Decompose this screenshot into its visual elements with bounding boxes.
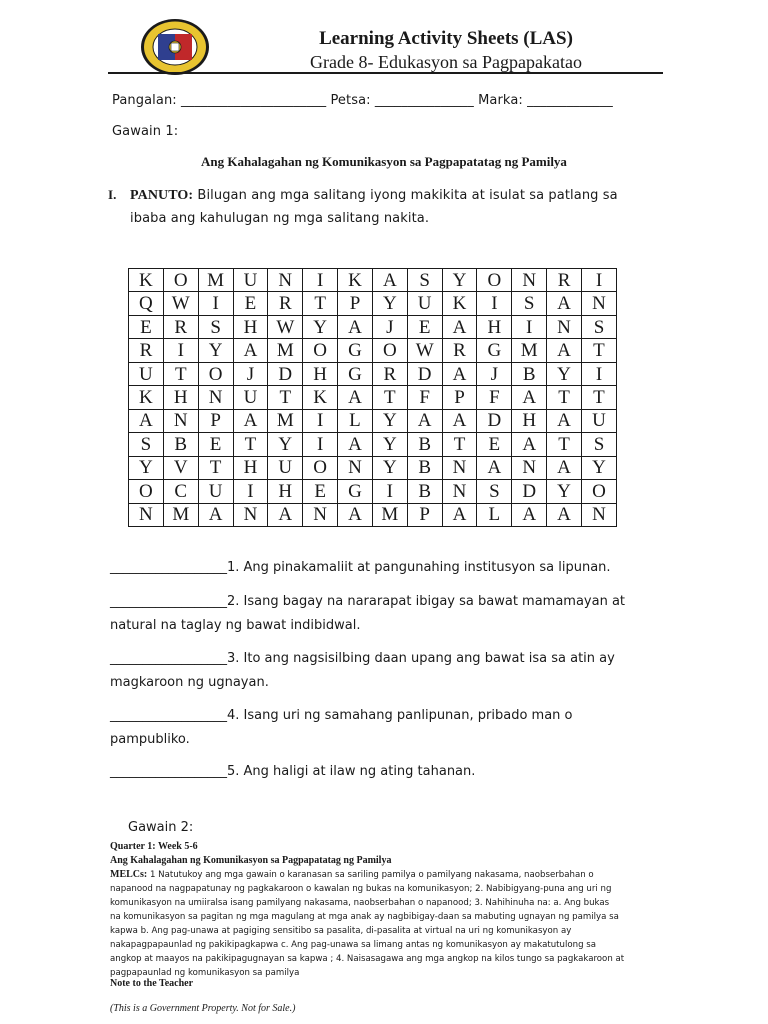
grid-cell: A [372,269,407,292]
grid-cell: S [407,269,442,292]
grid-cell: A [442,409,477,432]
grid-cell: O [198,362,233,385]
grid-cell: I [512,315,547,338]
grid-cell: A [547,503,582,526]
melcs-line [110,952,670,966]
footer-title: Ang Kahalagahan ng Komunikasyon sa Pagpapatatag ng Pamilya [110,855,392,866]
grid-cell: G [338,362,373,385]
grid-cell: M [268,339,303,362]
quarter-label: Quarter 1: Week 5-6 [110,841,198,852]
grid-cell: B [512,362,547,385]
grid-cell: O [477,269,512,292]
grid-cell: D [512,480,547,503]
grid-cell: N [581,292,616,315]
melcs-text: angkop at maayos na pakikipagugnayan sa kapwa ; 4. Naisasagawa ang mga angkop na kilos tungo sa pagkakaroon at [110,954,625,964]
grid-cell: T [581,386,616,409]
grid-cell: Y [547,480,582,503]
grid-cell: A [338,315,373,338]
grid-cell: A [198,503,233,526]
grid-cell: I [163,339,198,362]
melcs-text: na komunikasyon sa pagitan ng mga magulang at mga anak ay nagbibigay-daan sa mabuting ugnayan ng pamilya sa [110,912,619,922]
grid-cell: M [198,269,233,292]
grid-cell: O [303,456,338,479]
grid-cell: K [129,386,164,409]
melcs-text: kapwa b. Ang pag-unawa at pagiging sensitibo sa pasalita, di-pasalita at virtual na uri ng komunikasyon ay [110,926,572,936]
melcs-text: 1 Natutukoy ang mga gawain o karanasan sa sariling pamilya o pamilyang nakasama, naobserbahan o [147,870,594,880]
grid-cell: A [442,362,477,385]
grid-cell: W [268,315,303,338]
grid-row [129,362,617,385]
document-title: Learning Activity Sheets (LAS) [319,28,573,49]
grid-cell: T [547,386,582,409]
grid-cell: H [268,480,303,503]
grid-cell: T [268,386,303,409]
grid-cell: A [338,433,373,456]
question-2-continued: natural na taglay ng bawat indibidwal. [110,618,361,633]
grid-row [129,315,617,338]
grid-cell: B [407,480,442,503]
grid-cell: S [512,292,547,315]
grid-cell: A [547,339,582,362]
grid-cell: A [547,456,582,479]
question-3-continued: magkaroon ng ugnayan. [110,675,269,690]
grid-cell: Y [198,339,233,362]
government-property-notice: (This is a Government Property. Not for Sale.) [110,1003,296,1014]
grid-cell: B [163,433,198,456]
grid-cell: U [581,409,616,432]
grid-row [129,480,617,503]
question-4: __________________4. Isang uri ng samahang panlipunan, pribado man o [110,708,573,723]
grid-cell: Y [268,433,303,456]
melcs-label: MELCs: [110,869,148,880]
grid-cell: Q [129,292,164,315]
grid-cell: B [407,433,442,456]
grid-cell: Y [372,433,407,456]
grid-cell: A [129,409,164,432]
grid-cell: I [303,409,338,432]
grid-cell: I [581,362,616,385]
grid-cell: I [581,269,616,292]
grid-cell: G [338,480,373,503]
grid-cell: U [407,292,442,315]
grid-cell: J [477,362,512,385]
grid-cell: P [442,386,477,409]
melcs-line [110,896,670,910]
note-to-teacher: Note to the Teacher [110,978,194,989]
grid-cell: T [581,339,616,362]
grid-cell: U [268,456,303,479]
grid-cell: E [407,315,442,338]
grid-cell: E [233,292,268,315]
question-5: __________________5. Ang haligi at ilaw ng ating tahanan. [110,764,476,779]
grid-cell: Y [372,409,407,432]
grid-cell: S [198,315,233,338]
grid-cell: A [338,386,373,409]
grid-cell: V [163,456,198,479]
melcs-block [110,868,670,980]
grid-cell: R [129,339,164,362]
grid-cell: J [372,315,407,338]
grid-cell: T [442,433,477,456]
grid-cell: J [233,362,268,385]
grid-cell: L [338,409,373,432]
grid-cell: D [407,362,442,385]
instructions-label: PANUTO: [130,188,194,203]
grid-cell: A [547,409,582,432]
grid-cell: N [129,503,164,526]
grid-cell: K [303,386,338,409]
grid-cell: G [477,339,512,362]
grid-cell: Y [547,362,582,385]
grid-cell: N [303,503,338,526]
grid-cell: H [303,362,338,385]
grid-cell: K [338,269,373,292]
grid-cell: A [338,503,373,526]
activity-title: Ang Kahalagahan ng Komunikasyon sa Pagpapatatag ng Pamilya [201,154,567,169]
grid-cell: Y [129,456,164,479]
grid-cell: H [477,315,512,338]
grid-cell: I [303,269,338,292]
grid-cell: G [338,339,373,362]
grid-row [129,409,617,432]
grid-cell: N [442,480,477,503]
grid-cell: R [442,339,477,362]
grid-cell: N [442,456,477,479]
document-subtitle: Grade 8- Edukasyon sa Pagpapakatao [310,52,582,72]
grid-cell: H [512,409,547,432]
instructions-roman-numeral: I. [108,187,117,202]
gawain-1-label: Gawain 1: [112,124,179,139]
grid-cell: S [581,433,616,456]
grid-cell: T [233,433,268,456]
grid-cell: T [303,292,338,315]
grid-row [129,269,617,292]
grid-cell: D [268,362,303,385]
melcs-line [110,938,670,952]
grid-cell: H [163,386,198,409]
grid-cell: M [163,503,198,526]
grid-row [129,433,617,456]
grid-cell: A [512,433,547,456]
grid-cell: N [163,409,198,432]
grid-cell: S [477,480,512,503]
grid-row [129,503,617,526]
grid-cell: Y [581,456,616,479]
grid-cell: E [198,433,233,456]
grid-cell: A [233,409,268,432]
grid-cell: I [477,292,512,315]
grid-cell: M [372,503,407,526]
melcs-text: nakapagpapaunlad ng pakikipagkapwa c. Ang pag-unawa sa limang antas ng komunikasyon ay makatutulong sa [110,940,597,950]
grid-cell: N [338,456,373,479]
grid-cell: Y [303,315,338,338]
grid-cell: H [233,456,268,479]
word-search-grid [128,268,617,527]
grid-cell: M [512,339,547,362]
grid-cell: A [442,315,477,338]
melcs-line [110,910,670,924]
grid-cell: P [198,409,233,432]
grid-cell: O [581,480,616,503]
question-4-continued: pampubliko. [110,732,190,747]
grid-cell: T [547,433,582,456]
grid-cell: I [198,292,233,315]
grid-row [129,292,617,315]
grid-cell: F [407,386,442,409]
grid-cell: O [372,339,407,362]
grid-cell: F [477,386,512,409]
grid-cell: N [547,315,582,338]
grid-cell: U [233,386,268,409]
grid-cell: P [407,503,442,526]
grid-cell: K [442,292,477,315]
grid-cell: E [303,480,338,503]
student-info-line: Pangalan: ______________________ Petsa: _______________ Marka: _____________ [112,93,613,108]
grid-cell: A [512,386,547,409]
grid-cell: O [163,269,198,292]
grid-cell: M [268,409,303,432]
question-3: __________________3. Ito ang nagsisilbing daan upang ang bawat isa sa atin ay [110,651,615,666]
instructions-line-2: ibaba ang kahulugan ng mga salitang nakita. [130,211,430,226]
grid-cell: O [303,339,338,362]
grid-cell: T [372,386,407,409]
grid-cell: O [129,480,164,503]
grid-cell: T [198,456,233,479]
grid-cell: I [303,433,338,456]
question-2: __________________2. Isang bagay na nararapat ibigay sa bawat mamamayan at [110,594,626,609]
grid-cell: A [407,409,442,432]
grid-row [129,339,617,362]
grid-cell: P [338,292,373,315]
grid-cell: U [129,362,164,385]
grid-cell: N [581,503,616,526]
grid-cell: A [268,503,303,526]
grid-cell: B [407,456,442,479]
grid-cell: L [477,503,512,526]
grid-cell: D [477,409,512,432]
grid-cell: U [198,480,233,503]
grid-cell: K [129,269,164,292]
grid-cell: W [407,339,442,362]
header-divider [108,72,663,74]
grid-row [129,386,617,409]
instructions-line-1 [108,187,618,204]
grid-cell: I [233,480,268,503]
grid-cell: R [547,269,582,292]
melcs-line [110,924,670,938]
melcs-text: komunikasyon na umiiralsa isang pamilyang nakasama, naobserbahan o napanood; 3. Nahihinuha na: a. Ang bukas [110,898,610,908]
grid-cell: Y [372,456,407,479]
grid-cell: A [477,456,512,479]
gawain-2-label: Gawain 2: [128,820,194,835]
grid-cell: R [372,362,407,385]
grid-cell: I [372,480,407,503]
grid-cell: C [163,480,198,503]
grid-cell: S [581,315,616,338]
grid-cell: U [233,269,268,292]
grid-row [129,456,617,479]
grid-cell: N [512,456,547,479]
melcs-text: napanood na nagpapatunay ng pagkakaroon o kawalan ng bukas na komunikasyon; 2. Nabibigyang-puna ang uri ng [110,884,612,894]
grid-cell: N [512,269,547,292]
grid-cell: N [233,503,268,526]
melcs-line [110,882,670,896]
grid-cell: R [268,292,303,315]
grid-cell: E [129,315,164,338]
melcs-text: pagpapaunlad ng komunikasyon sa pamilya [110,968,300,978]
grid-cell: A [233,339,268,362]
grid-cell: R [163,315,198,338]
grid-cell: E [477,433,512,456]
instructions-text-1: Bilugan ang mga salitang iyong makikita at isulat sa patlang sa [193,188,618,203]
grid-cell: A [442,503,477,526]
grid-cell: T [163,362,198,385]
melcs-line [110,868,670,882]
grid-cell: Y [442,269,477,292]
grid-cell: W [163,292,198,315]
grid-cell: N [268,269,303,292]
question-1: __________________1. Ang pinakamaliit at pangunahing institusyon sa lipunan. [110,560,611,575]
grid-cell: A [512,503,547,526]
grid-cell: A [547,292,582,315]
grid-cell: S [129,433,164,456]
grid-cell: H [233,315,268,338]
grid-cell: N [198,386,233,409]
grid-cell: Y [372,292,407,315]
